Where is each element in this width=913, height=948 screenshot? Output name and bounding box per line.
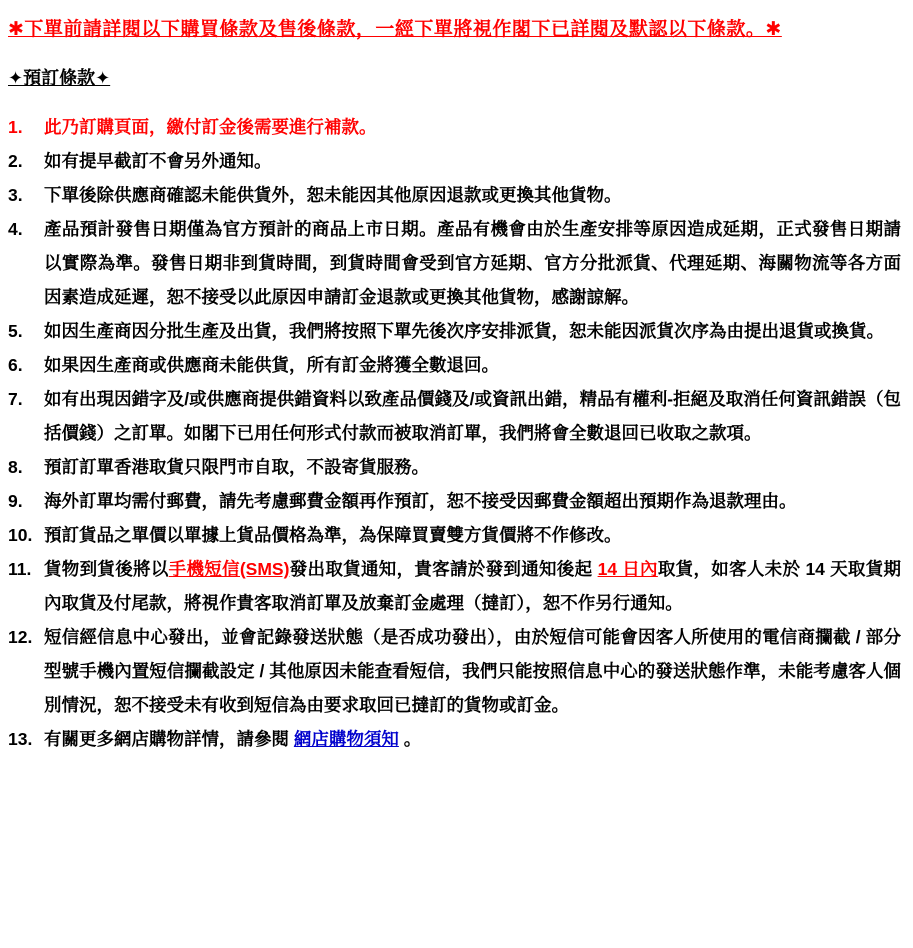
term-text: [44, 212, 901, 314]
term-item-8: [8, 450, 901, 484]
term-text: [44, 484, 901, 518]
term-text-segment: 有關更多網店購物詳情，請參閱: [44, 729, 294, 749]
term-item-9: [8, 484, 901, 518]
term-number: 1.: [8, 117, 23, 137]
term-number: 5.: [8, 321, 23, 341]
term-item-7: [8, 382, 901, 450]
term-text-segment: 預訂貨品之單價以單據上貨品價格為準，為保障買賣雙方貨價將不作修改。: [44, 525, 622, 545]
term-text: [44, 722, 901, 756]
page-title: ✱下單前請詳閱以下購買條款及售後條款，一經下單將視作閣下已詳閱及默認以下條款。✱: [8, 19, 782, 40]
term-item-3: [8, 178, 901, 212]
term-text-segment: 取貨，如客人未於 14 天取貨期內取貨及付尾款，將視作貴客取消訂單及放棄訂金處理（撻訂），恕不作另行通知。: [44, 559, 901, 613]
term-text-segment: 如果因生產商或供應商未能供貨，所有訂金將獲全數退回。: [44, 355, 499, 375]
highlighted-text: 14 日內: [597, 559, 658, 579]
term-number: 11.: [8, 559, 32, 579]
term-text-segment: 如有提早截訂不會另外通知。: [44, 151, 272, 171]
term-text: [44, 382, 901, 450]
term-number: 13.: [8, 729, 33, 749]
term-text: [44, 620, 901, 722]
term-text-segment: 此乃訂購頁面，繳付訂金後需要進行補款。: [44, 117, 377, 137]
term-number: 6.: [8, 355, 23, 375]
term-text: [44, 178, 901, 212]
term-item-11: [8, 552, 901, 620]
term-item-1: [8, 110, 901, 144]
term-item-5: [8, 314, 901, 348]
terms-list: [8, 110, 901, 756]
term-item-2: [8, 144, 901, 178]
term-text: [44, 348, 901, 382]
term-number: 12.: [8, 627, 33, 647]
term-item-13: [8, 722, 901, 756]
term-number: 7.: [8, 389, 23, 409]
term-text-segment: 如因生產商因分批生產及出貨，我們將按照下單先後次序安排派貨，恕未能因派貨次序為由提出退貨或換貨。: [44, 321, 884, 341]
term-item-4: [8, 212, 901, 314]
term-text-segment: 產品預計發售日期僅為官方預計的商品上市日期。產品有機會由於生產安排等原因造成延期，正式發售日期請以實際為準。發售日期非到貨時間，到貨時間會受到官方延期、官方分批派貨、代理延期、海關物流等各方面因素造成延遲，恕不接受以此原因申請訂金退款或更換其他貨物，感謝諒解。: [44, 219, 901, 307]
term-text-segment: 預訂訂單香港取貨只限門市自取，不設寄貨服務。: [44, 457, 429, 477]
term-number: 2.: [8, 151, 23, 171]
term-item-10: [8, 518, 901, 552]
term-text: [44, 314, 901, 348]
term-text: [44, 110, 901, 144]
term-number: 10.: [8, 525, 33, 545]
term-text-segment: 海外訂單均需付郵費，請先考慮郵費金額再作預訂，恕不接受因郵費金額超出預期作為退款理由。: [44, 491, 797, 511]
term-text-segment: 如有出現因錯字及/或供應商提供錯資料以致產品價錢及/或資訊出錯，精品有權利-拒絕及取消任何資訊錯誤（包括價錢）之訂單。如閣下已用任何形式付款而被取消訂單，我們將會全數退回已收取之款項。: [44, 389, 901, 443]
section-title: ✦預訂條款✦: [8, 68, 111, 88]
term-text-segment: 。: [398, 729, 422, 749]
store-shopping-guide-link[interactable]: 網店購物須知: [293, 729, 399, 749]
term-item-12: [8, 620, 901, 722]
term-text: [44, 144, 901, 178]
term-text: [44, 450, 901, 484]
term-text-segment: 貨物到貨後將以: [44, 559, 169, 579]
term-number: 8.: [8, 457, 23, 477]
highlighted-text: 手機短信(SMS): [168, 559, 290, 579]
term-text-segment: 下單後除供應商確認未能供貨外，恕未能因其他原因退款或更換其他貨物。: [44, 185, 622, 205]
term-text-segment: 發出取貨通知，貴客請於發到通知後起: [289, 559, 598, 579]
term-number: 4.: [8, 219, 23, 239]
term-text: [44, 518, 901, 552]
term-item-6: [8, 348, 901, 382]
term-number: 3.: [8, 185, 23, 205]
term-number: 9.: [8, 491, 23, 511]
term-text-segment: 短信經信息中心發出，並會記錄發送狀態（是否成功發出），由於短信可能會因客人所使用的電信商攔截 / 部分型號手機內置短信攔截設定 / 其他原因未能查看短信，我們只能按照信息中心的發送狀態作準，未能考慮客人個別情況，恕不接受未有收到短信為由要求取回已撻訂的貨物或訂金。: [44, 627, 901, 715]
term-text: [44, 552, 901, 620]
